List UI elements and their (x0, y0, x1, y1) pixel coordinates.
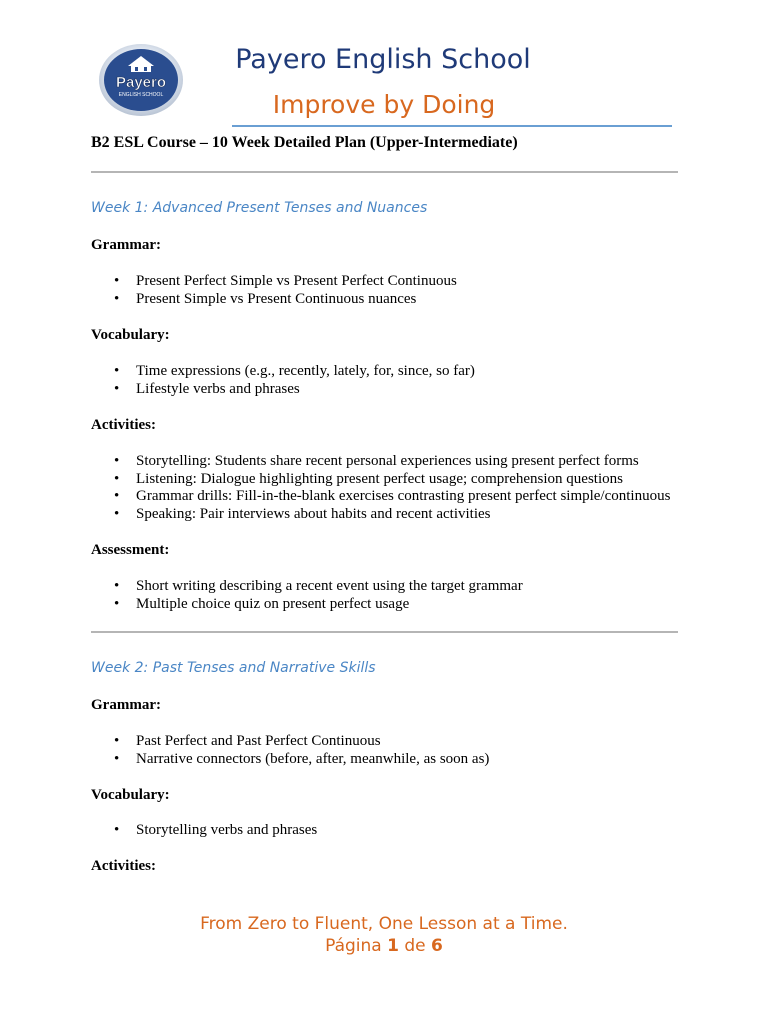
vocabulary-list (91, 363, 475, 398)
list-item: • Lifestyle verbs and phrases (91, 381, 475, 399)
grammar-list (91, 273, 457, 308)
list-item: • Grammar drills: Fill-in-the-blank exercises contrasting present perfect simple/continuous (91, 488, 670, 506)
list-item: • Present Perfect Simple vs Present Perfect Continuous (91, 273, 457, 291)
section-label-activities: Activities: (91, 858, 156, 874)
logo-subtext: ENGLISH SCHOOL (118, 92, 164, 98)
school-name: Payero English School (235, 44, 531, 75)
page-separator: de (404, 936, 426, 956)
section-label-activities: Activities: (91, 417, 156, 433)
list-item: • Listening: Dialogue highlighting present perfect usage; comprehension questions (91, 471, 670, 489)
section-label-assessment: Assessment: (91, 542, 170, 558)
week-heading: Week 2: Past Tenses and Narrative Skills (91, 660, 376, 676)
school-slogan: Improve by Doing (272, 90, 496, 119)
list-item: • Narrative connectors (before, after, meanwhile, as soon as) (91, 751, 489, 769)
vocabulary-list (91, 822, 317, 840)
section-label-grammar: Grammar: (91, 697, 161, 713)
section-label-vocabulary: Vocabulary: (91, 327, 170, 343)
page-header (0, 0, 768, 130)
list-item: • Present Simple vs Present Continuous nuances (91, 291, 457, 309)
week-heading: Week 1: Advanced Present Tenses and Nuances (91, 200, 428, 216)
divider (91, 631, 678, 633)
list-item: • Past Perfect and Past Perfect Continuous (91, 733, 489, 751)
page-current: 1 (387, 936, 399, 956)
list-item: • Time expressions (e.g., recently, lately, for, since, so far) (91, 363, 475, 381)
list-item: • Storytelling verbs and phrases (91, 822, 317, 840)
activities-list (91, 453, 670, 523)
page-prefix: Página (325, 936, 382, 956)
footer-tagline: From Zero to Fluent, One Lesson at a Time. (200, 914, 568, 934)
page-number (0, 936, 768, 956)
list-item: • Storytelling: Students share recent personal experiences using present perfect forms (91, 453, 670, 471)
list-item: • Short writing describing a recent event using the target grammar (91, 578, 523, 596)
header-divider (232, 125, 672, 127)
logo-text: Payero (115, 74, 167, 91)
page-total: 6 (431, 936, 443, 956)
section-label-grammar: Grammar: (91, 237, 161, 253)
list-item: • Multiple choice quiz on present perfect usage (91, 596, 523, 614)
section-label-vocabulary: Vocabulary: (91, 787, 170, 803)
document-title: B2 ESL Course – 10 Week Detailed Plan (Upper-Intermediate) (91, 134, 518, 151)
list-item: • Speaking: Pair interviews about habits and recent activities (91, 506, 670, 524)
assessment-list (91, 578, 523, 613)
grammar-list (91, 733, 489, 768)
divider (91, 171, 678, 173)
